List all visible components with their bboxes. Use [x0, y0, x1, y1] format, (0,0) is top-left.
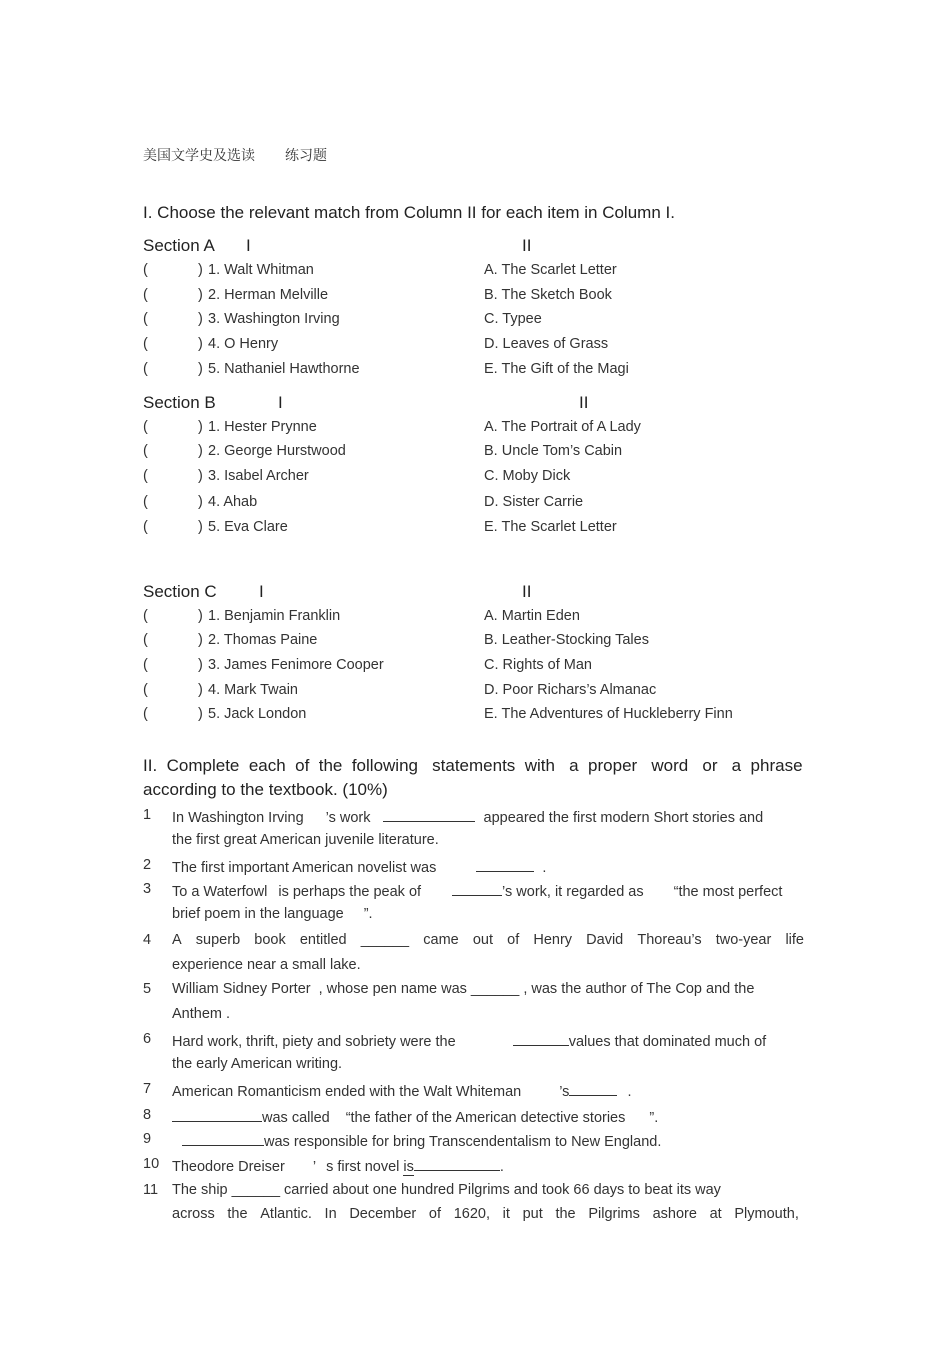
question-3-number: 3 [143, 881, 152, 897]
section-b-row-1[interactable]: ( ) 1. Hester Prynne [143, 419, 317, 435]
question-1-number: 1 [143, 807, 152, 823]
question-7-line-1: American Romanticism ended with the Walt Whiteman ’s . [172, 1081, 631, 1100]
part2-heading-line-2: according to the textbook. (10%) [143, 780, 388, 799]
section-c-option-a: A. Martin Eden [484, 608, 580, 624]
question-11-line-2: across the Atlantic. In December of 1620, it put the Pilgrims ashore at Plymouth, [172, 1206, 799, 1222]
section-b-option-b: B. Uncle Tom’s Cabin [484, 443, 623, 459]
question-6-line-2: the early American writing. [172, 1056, 343, 1072]
section-a-title: Section A [143, 236, 215, 255]
question-1-line-2: the first great American juvenile literature. [172, 832, 439, 848]
question-2-number: 2 [143, 857, 152, 873]
question-3-line-1: To a Waterfowl is perhaps the peak of ’s work, it regarded as “the most perfect [172, 881, 782, 900]
question-4-number: 4 [143, 932, 152, 948]
question-2-blank[interactable] [476, 857, 534, 872]
section-c-row-1[interactable]: ( ) 1. Benjamin Franklin [143, 608, 341, 624]
section-a-row-5[interactable]: ( ) 5. Nathaniel Hawthorne [143, 361, 360, 377]
section-c-col-i: I [259, 582, 264, 601]
question-7-number: 7 [143, 1081, 152, 1097]
section-c-option-e: E. The Adventures of Huckleberry Finn [484, 706, 733, 722]
question-8-line-1: was called “the father of the American detective stories ”. [172, 1107, 658, 1126]
section-b-row-5[interactable]: ( ) 5. Eva Clare [143, 519, 288, 535]
section-b-option-d: D. Sister Carrie [484, 494, 584, 510]
question-4-blank[interactable]: ______ [360, 932, 410, 948]
question-11-number: 11 [143, 1182, 159, 1198]
question-7-blank[interactable] [569, 1081, 617, 1096]
section-b-col-i: I [278, 393, 283, 412]
question-9-number: 9 [143, 1131, 152, 1147]
question-5-line-1: William Sidney Porter , whose pen name was ______ , was the author of The Cop and the [172, 981, 755, 997]
section-c-row-4[interactable]: ( ) 4. Mark Twain [143, 682, 298, 698]
question-5-blank[interactable]: , whose pen name was ______ [318, 981, 520, 997]
section-b-option-c: C. Moby Dick [484, 468, 571, 484]
section-b-row-2[interactable]: ( ) 2. George Hurstwood [143, 443, 346, 459]
section-b-option-a: A. The Portrait of A Lady [484, 419, 641, 435]
question-10-blank[interactable] [414, 1156, 500, 1171]
question-5-number: 5 [143, 981, 152, 997]
section-a-option-d: D. Leaves of Grass [484, 336, 609, 352]
question-8-number: 8 [143, 1107, 152, 1123]
question-3-blank[interactable] [452, 881, 502, 896]
section-a-row-3[interactable]: ( ) 3. Washington Irving [143, 311, 340, 327]
section-a-option-e: E. The Gift of the Magi [484, 361, 629, 377]
question-5-line-2: Anthem . [172, 1006, 231, 1022]
section-a-row-1[interactable]: ( ) 1. Walt Whitman [143, 262, 314, 278]
question-1-blank[interactable] [383, 807, 475, 822]
section-b-row-3[interactable]: ( ) 3. Isabel Archer [143, 468, 309, 484]
question-6-blank[interactable] [513, 1031, 569, 1046]
document-title [143, 145, 327, 165]
section-b-option-e: E. The Scarlet Letter [484, 519, 617, 535]
section-a-row-2[interactable]: ( ) 2. Herman Melville [143, 287, 329, 303]
section-c-title: Section C [143, 582, 217, 601]
question-4-line-1: A superb book entitled ______ came out of Henry David Thoreau’s two-year life [172, 932, 804, 948]
section-c-row-2[interactable]: ( ) 2. Thomas Paine [143, 632, 318, 648]
section-c-col-ii: II [522, 582, 532, 601]
question-3-line-2: brief poem in the language ”. [172, 906, 373, 922]
part1-heading: I. Choose the relevant match from Column II for each item in Column I. [143, 203, 675, 222]
section-a-col-i: I [246, 236, 251, 255]
question-9-blank[interactable] [182, 1131, 264, 1146]
section-c-option-b: B. Leather-Stocking Tales [484, 632, 649, 648]
question-2-line-1: The first important American novelist was . [172, 857, 546, 876]
section-a-option-c: C. Typee [484, 311, 542, 327]
question-1-line-1: In Washington Irving ’s work appeared the first modern Short stories and [172, 807, 763, 826]
section-c-option-d: D. Poor Richars’s Almanac [484, 682, 657, 698]
question-11-line-1: The ship ______ carried about one hundred Pilgrims and took 66 days to beat its way [172, 1182, 721, 1198]
section-b-col-ii: II [579, 393, 589, 412]
section-c-row-5[interactable]: ( ) 5. Jack London [143, 706, 307, 722]
section-a-row-4[interactable]: ( ) 4. O Henry [143, 336, 279, 352]
title-part-2: 练习题 [285, 148, 327, 164]
section-c-option-c: C. Rights of Man [484, 657, 592, 673]
question-10-line-1: Theodore Dreiser ’ s first novel is . [172, 1156, 504, 1175]
section-c-row-3[interactable]: ( ) 3. James Fenimore Cooper [143, 657, 384, 673]
question-4-line-2: experience near a small lake. [172, 957, 361, 973]
section-b-row-4[interactable]: ( ) 4. Ahab [143, 494, 258, 510]
question-9-line-1: was responsible for bring Transcendentalism to New England. [172, 1131, 661, 1150]
question-6-number: 6 [143, 1031, 152, 1047]
section-a-col-ii: II [522, 236, 532, 255]
section-a-option-b: B. The Sketch Book [484, 287, 612, 303]
question-10-number: 10 [143, 1156, 160, 1172]
section-b-title: Section B [143, 393, 216, 412]
question-6-line-1: Hard work, thrift, piety and sobriety were the values that dominated much of [172, 1031, 766, 1050]
part2-heading-line-1: II. Complete each of the following statements with a proper word or a phrase [143, 756, 803, 775]
title-part-1: 美国文学史及选读 [143, 148, 255, 164]
section-a-option-a: A. The Scarlet Letter [484, 262, 617, 278]
question-8-blank[interactable] [172, 1107, 262, 1122]
